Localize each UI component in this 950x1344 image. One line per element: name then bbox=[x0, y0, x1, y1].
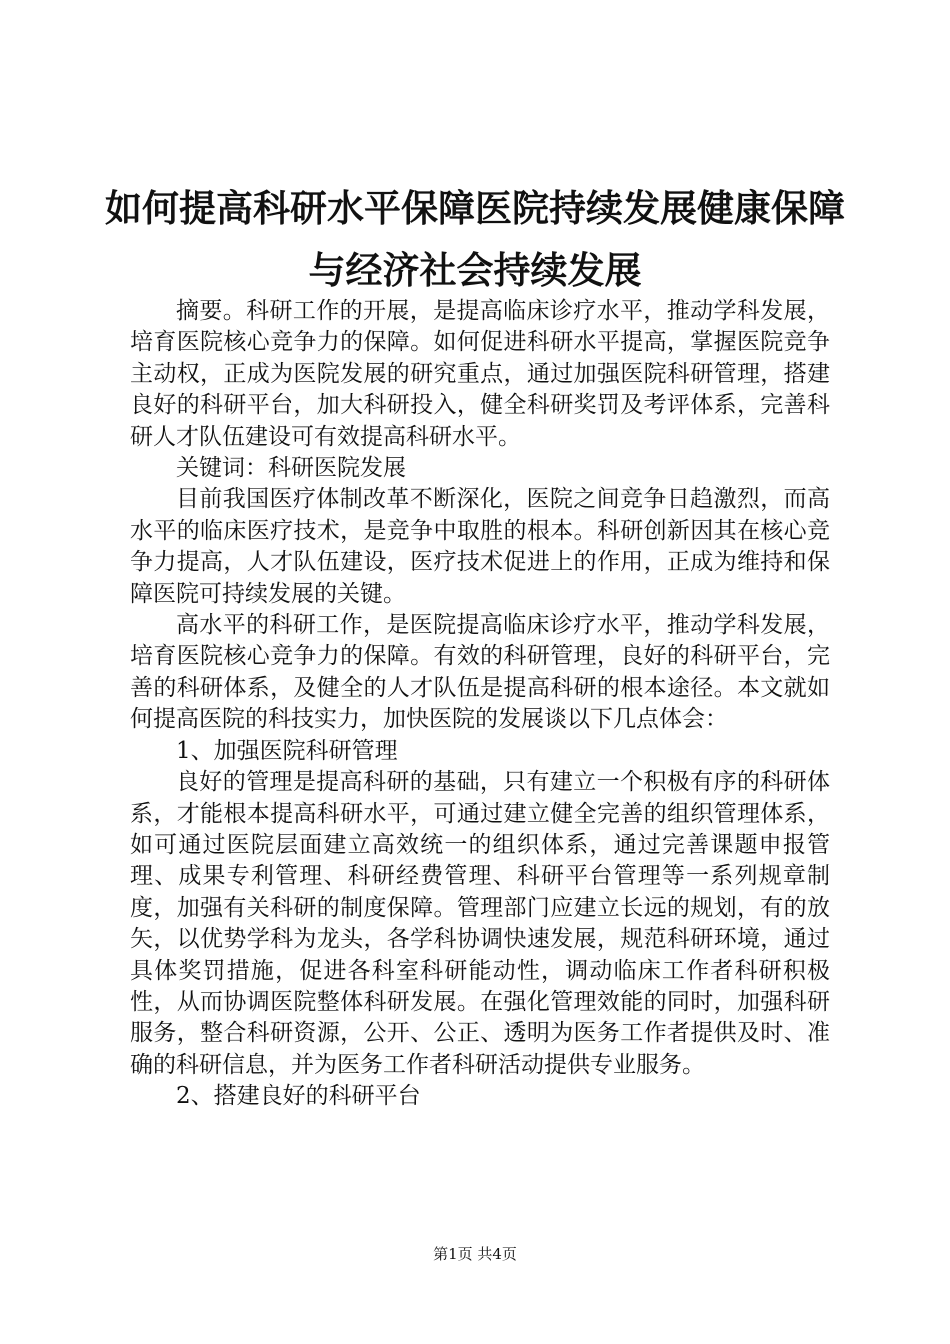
body-paragraph: 良好的管理是提高科研的基础，只有建立一个积极有序的科研体系，才能根本提高科研水平，可通过建立健全完善的组织管理体系，如可通过医院层面建立高效统一的组织体系，通过完善课题申报管理、成果专利管理、科研经费管理、科研平台管理等一系列规章制度，加强有关科研的制度保障。管理部门应建立长远的规划，有的放矢，以优势学科为龙头，各学科协调快速发展，规范科研环境，通过具体奖罚措施，促进各科室科研能动性，调动临床工作者科研积极性，从而协调医院整体科研发展。在强化管理效能的同时，加强科研服务，整合科研资源，公开、公正、透明为医务工作者提供及时、准确的科研信息，并为医务工作者科研活动提供专业服务。 bbox=[130, 769, 830, 1078]
section-heading: 1、加强医院科研管理 bbox=[176, 737, 398, 764]
body-paragraph: 高水平的科研工作，是医院提高临床诊疗水平，推动学科发展，培育医院核心竞争力的保障。有效的科研管理，良好的科研平台，完善的科研体系，及健全的人才队伍是提高科研的根本途径。本文就如何提高医院的科技实力，加快医院的发展谈以下几点体会： bbox=[130, 612, 830, 733]
body-paragraph: 目前我国医疗体制改革不断深化，医院之间竞争日趋激烈，而高水平的临床医疗技术，是竞争中取胜的根本。科研创新因其在核心竞争力提高，人才队伍建设，医疗技术促进上的作用，正成为维持和保障医院可持续发展的关键。 bbox=[130, 486, 830, 607]
document-title-line-2: 与经济社会持续发展 bbox=[308, 248, 642, 292]
section-heading: 2、搭建良好的科研平台 bbox=[176, 1083, 421, 1110]
abstract-paragraph: 摘要。科研工作的开展，是提高临床诊疗水平，推动学科发展，培育医院核心竞争力的保障。如何促进科研水平提高，掌握医院竞争主动权，正成为医院发展的研究重点，通过加强医院科研管理，搭建良好的科研平台，加大科研投入，健全科研奖罚及考评体系，完善科研人才队伍建设可有效提高科研水平。 bbox=[130, 298, 830, 450]
keywords-paragraph: 关键词：科研医院发展 bbox=[176, 455, 406, 482]
document-body bbox=[130, 296, 830, 1113]
page-number-footer: 第1页 共4页 bbox=[433, 1245, 517, 1263]
document-title-line-1: 如何提高科研水平保障医院持续发展健康保障 bbox=[105, 186, 845, 230]
